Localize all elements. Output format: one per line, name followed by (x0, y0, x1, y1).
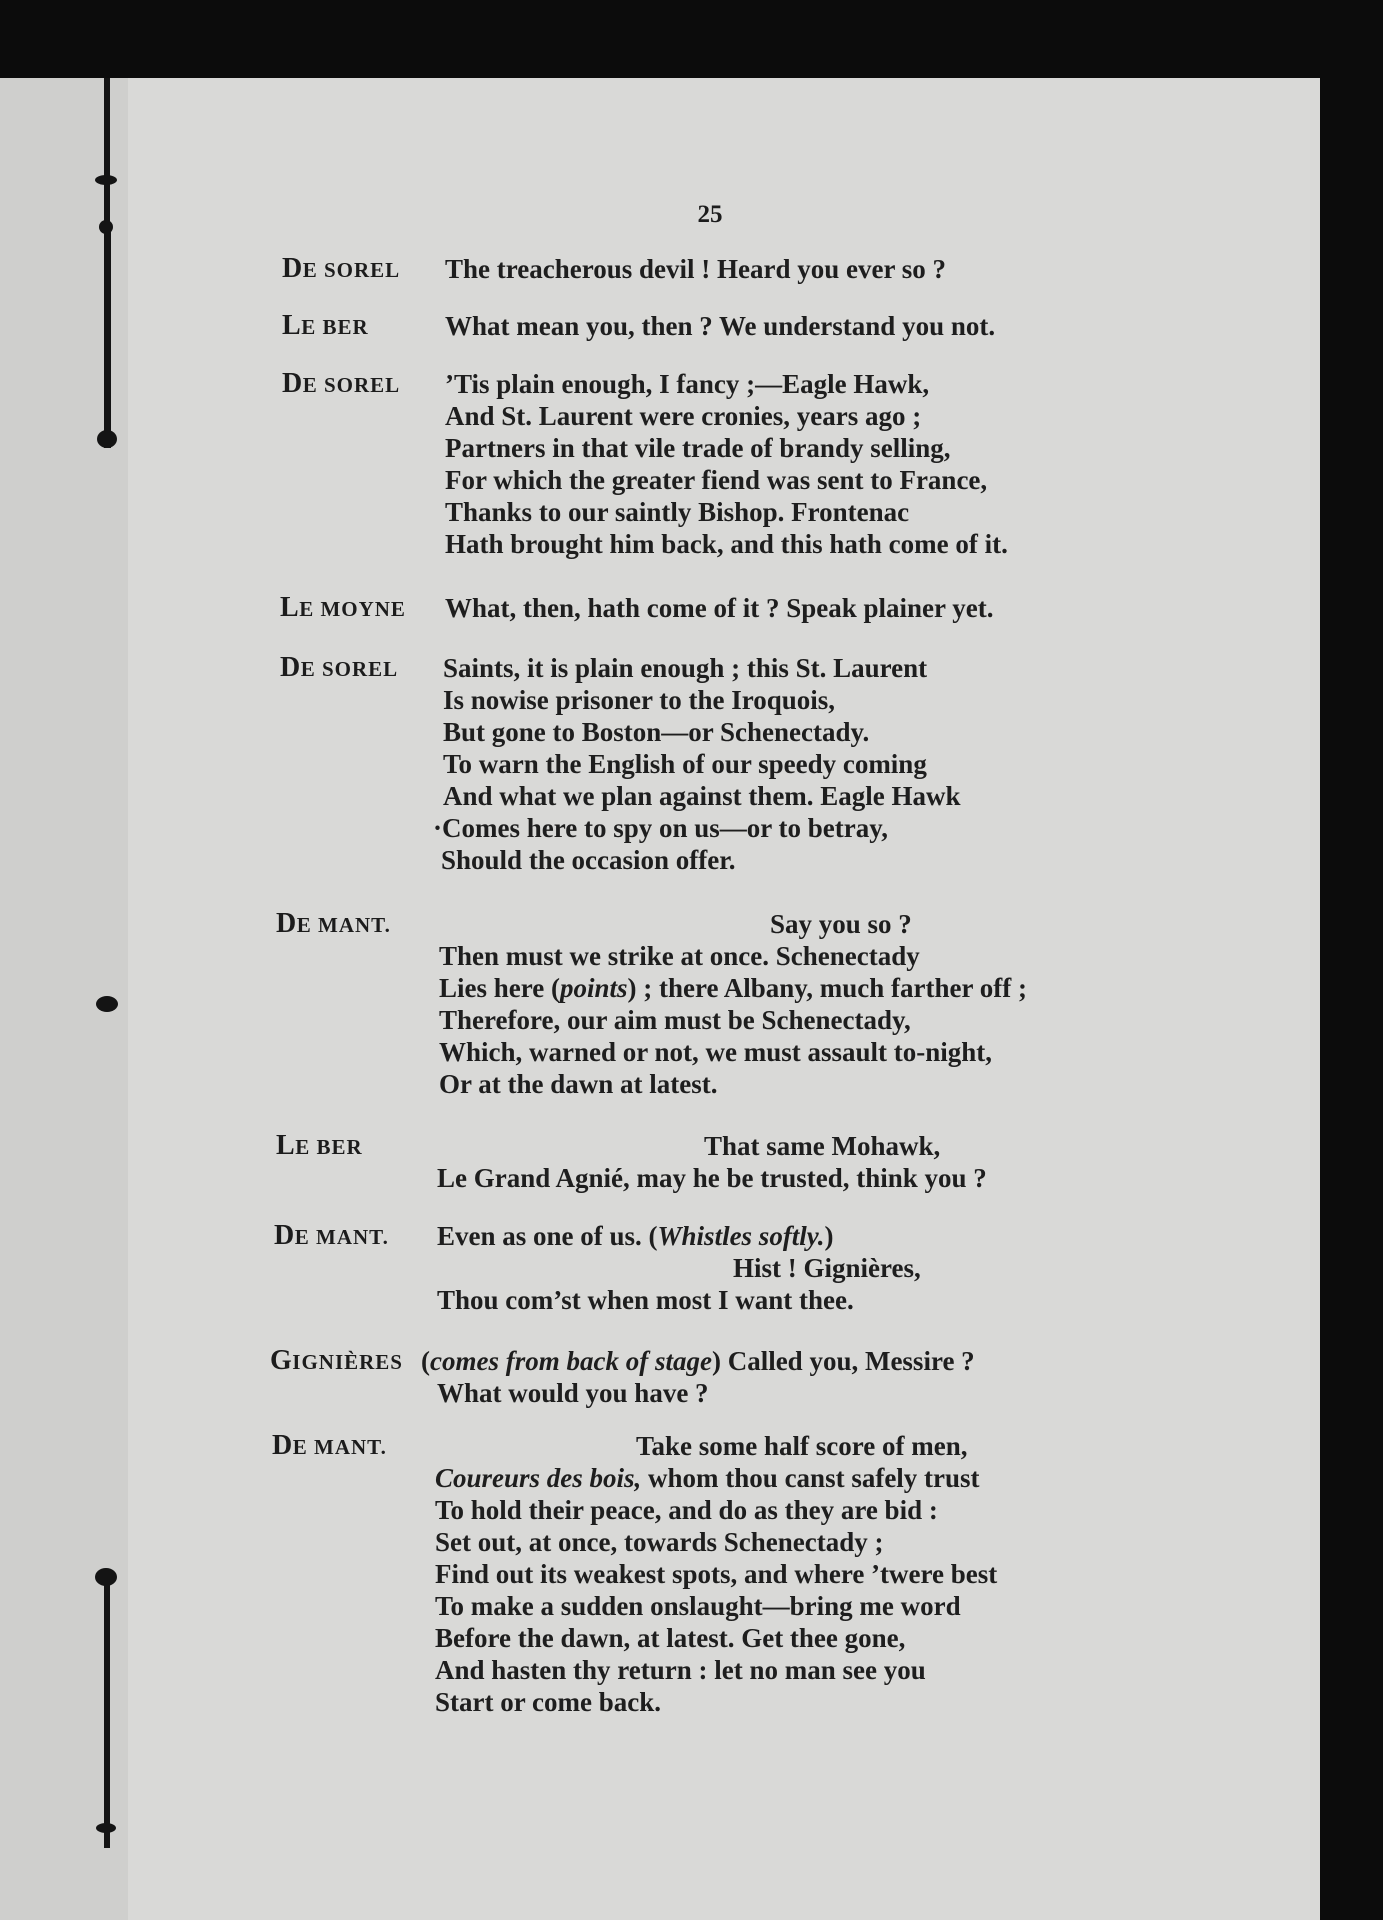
speaker-name: DE MANT. (272, 1430, 387, 1461)
speaker-name: DE MANT. (274, 1220, 389, 1251)
speaker-name: DE SOREL (282, 253, 401, 284)
verse-line: Should the occasion offer. (441, 845, 736, 875)
verse-line: Start or come back. (435, 1687, 661, 1717)
verse-line: That same Mohawk, (704, 1131, 941, 1161)
binding-knot (95, 175, 117, 185)
verse-line: Then must we strike at once. Schenectady (439, 941, 920, 971)
verse-line: ’Tis plain enough, I fancy ;—Eagle Hawk, (445, 369, 930, 399)
speaker-name: DE MANT. (276, 908, 391, 939)
verse-line: Thou com’st when most I want thee. (437, 1285, 854, 1315)
verse-line: ·Comes here to spy on us—or to betray, (433, 813, 888, 843)
verse-line: Saints, it is plain enough ; this St. Laurent (443, 653, 928, 683)
verse-line: Set out, at once, towards Schenectady ; (435, 1527, 884, 1557)
verse-line: What mean you, then ? We understand you not. (445, 311, 996, 341)
speaker-name: LE BER (282, 310, 369, 341)
verse-line: Is nowise prisoner to the Iroquois, (443, 685, 836, 715)
verse-line: Find out its weakest spots, and where ’twere best (435, 1559, 998, 1589)
verse-line: And St. Laurent were cronies, years ago ; (445, 401, 922, 431)
verse-line: Partners in that vile trade of brandy selling, (445, 433, 951, 463)
binding-thread (104, 228, 111, 448)
speaker-name: GIGNIÈRES (270, 1345, 403, 1376)
verse-line: Thanks to our saintly Bishop. Frontenac (445, 497, 910, 527)
verse-line: Before the dawn, at latest. Get thee gone, (435, 1623, 906, 1653)
speaker-name: DE SOREL (282, 368, 401, 399)
verse-line: Therefore, our aim must be Schenectady, (439, 1005, 911, 1035)
verse-line: Take some half score of men, (636, 1431, 968, 1461)
verse-line: To make a sudden onslaught—bring me word (435, 1591, 961, 1621)
binding-thread (104, 1578, 110, 1848)
verse-line: Lies here (points) ; there Albany, much farther off ; (439, 973, 1027, 1003)
verse-line: Le Grand Agnié, may he be trusted, think you ? (437, 1163, 987, 1193)
verse-line: And hasten thy return : let no man see you (435, 1655, 926, 1685)
binding-knot (97, 430, 117, 448)
verse-line: What, then, hath come of it ? Speak plainer yet. (445, 593, 994, 623)
verse-line: Hath brought him back, and this hath come of it. (445, 529, 1008, 559)
verse-line: To warn the English of our speedy coming (443, 749, 927, 779)
book-page (0, 78, 1320, 1920)
verse-line: Which, warned or not, we must assault to-night, (439, 1037, 993, 1067)
speaker-name: LE BER (276, 1130, 363, 1161)
verse-line: Coureurs des bois, whom thou canst safely trust (435, 1463, 980, 1493)
binding-margin (0, 78, 128, 1920)
speaker-name: DE SOREL (280, 652, 399, 683)
verse-line: Say you so ? (770, 909, 912, 939)
binding-knot (96, 1823, 116, 1833)
verse-line: What would you have ? (437, 1378, 709, 1408)
verse-line: But gone to Boston—or Schenectady. (443, 717, 870, 747)
speaker-name: LE MOYNE (280, 592, 406, 623)
binding-knot (96, 996, 118, 1012)
verse-line: Or at the dawn at latest. (439, 1069, 718, 1099)
verse-line: (comes from back of stage) Called you, Messire ? (421, 1346, 975, 1376)
verse-line: The treacherous devil ! Heard you ever so ? (445, 254, 946, 284)
verse-line: Even as one of us. (Whistles softly.) (437, 1221, 834, 1251)
verse-line: For which the greater fiend was sent to France, (445, 465, 988, 495)
verse-line: And what we plan against them. Eagle Hawk (443, 781, 961, 811)
page-number: 25 (697, 201, 723, 228)
verse-line: To hold their peace, and do as they are bid : (435, 1495, 938, 1525)
verse-line: Hist ! Gignières, (733, 1253, 921, 1283)
